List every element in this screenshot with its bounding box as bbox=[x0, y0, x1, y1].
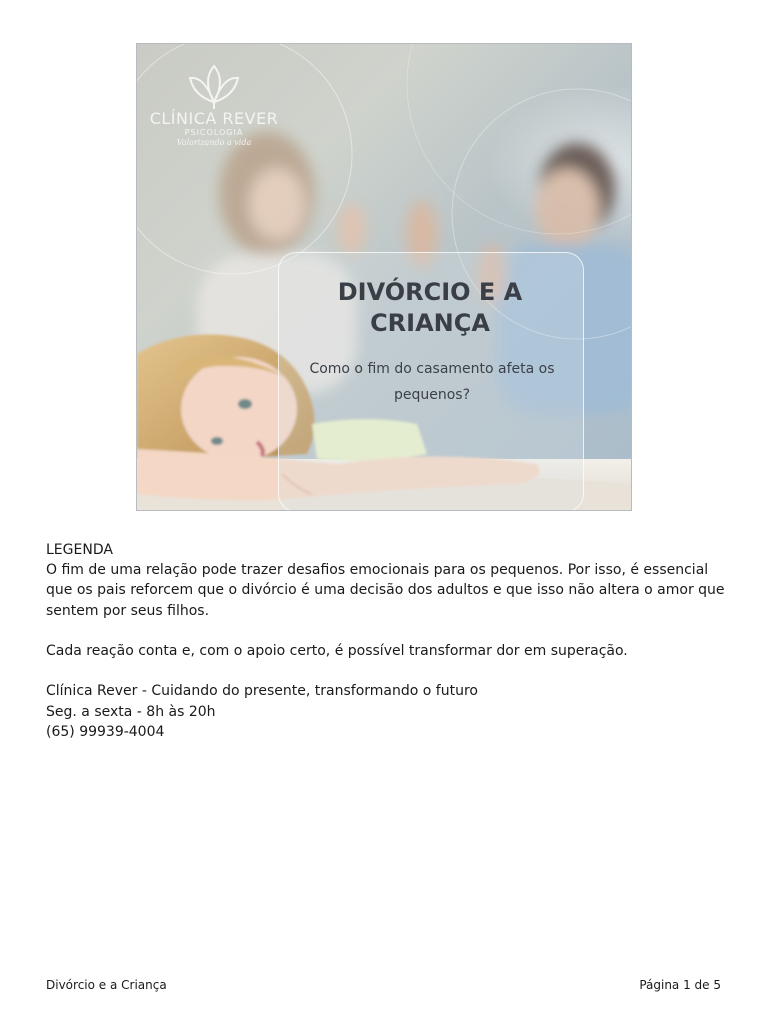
logo-name: CLÍNICA REVER bbox=[149, 109, 279, 128]
cover-image bbox=[136, 43, 632, 511]
caption-heading: LEGENDA bbox=[46, 542, 113, 558]
logo-tagline: Valorizando a vida bbox=[176, 138, 252, 147]
footer-document-title: Divórcio e a Criança bbox=[46, 978, 167, 992]
hero-subtitle: Como o fim do casamento afeta os pequenos? bbox=[309, 361, 555, 403]
caption-paragraph-2: Cada reação conta e, com o apoio certo, é possível transformar dor em superação. bbox=[46, 643, 628, 659]
caption-text bbox=[46, 540, 726, 742]
logo-subtitle: PSICOLOGIA bbox=[184, 128, 244, 137]
footer-page-indicator: Página 1 de 5 bbox=[639, 978, 721, 992]
contact-line-phone: (65) 99939-4004 bbox=[46, 723, 165, 740]
hero-title: DIVÓRCIO E A CRIANÇA bbox=[337, 278, 523, 337]
contact-line-clinic: Clínica Rever - Cuidando do presente, transformando o futuro bbox=[46, 683, 478, 700]
caption-paragraph-1: O fim de uma relação pode trazer desafios emocionais para os pequenos. Por isso, é essencial que os pais reforcem que o divórcio é uma decisão dos adultos e que isso não altera o amor que sentem por seus filhos. bbox=[46, 562, 725, 619]
contact-line-hours: Seg. a sexta - 8h às 20h bbox=[46, 703, 216, 720]
lotus-icon bbox=[186, 62, 242, 110]
clinic-logo bbox=[149, 62, 279, 148]
